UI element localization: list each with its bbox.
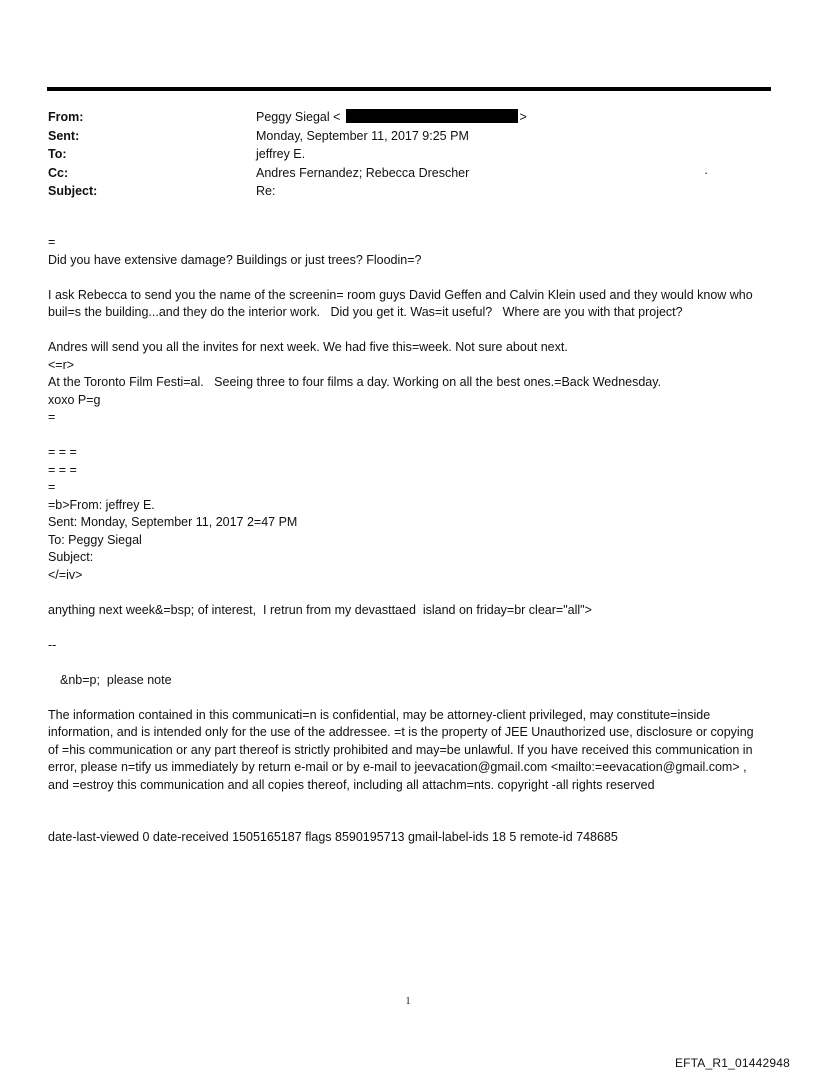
- to-value: jeffrey E.: [256, 147, 306, 161]
- sent-row: [48, 127, 748, 146]
- from-label: From:: [48, 110, 84, 124]
- cc-label: Cc:: [48, 165, 69, 180]
- body-line: =: [48, 410, 56, 424]
- disclaimer: The information contained in this communicati=n is confidential, may be attorney-client privileged, may constitute=inside information, and is intended only for the use of the addressee. =t is the property of JEE Unauthorized use, disclosure or copying of =his communication or any part thereof is strictly prohibited and may=be unlawful. If you have received this communication in error, please n=tify us immediately by return e-mail or by e-mail to jeevacation@gmail.com <mailto:=eevacation@gmail.com> , and =estroy this communication and all copies thereof, including all attachm=nts. copyright -all rights reserved: [48, 707, 758, 792]
- from-row: [48, 108, 748, 127]
- body-paragraph: I ask Rebecca to send you the name of the screenin= room guys David Geffen and Calvin Klein used and they would know who buil=s the building...and they do the interior work. Did you get it. Was=it useful? Where are you with that project?: [48, 287, 757, 319]
- bates-number: EFTA_R1_01442948: [674, 1056, 790, 1070]
- from-name: Peggy Siegal: [256, 110, 330, 124]
- to-label: To:: [48, 147, 67, 161]
- body-line: <=r>: [48, 357, 75, 372]
- cc-value: Andres Fernandez; Rebecca Drescher: [256, 165, 470, 180]
- sent-value: Monday, September 11, 2017 9:25 PM: [256, 128, 469, 143]
- quoted-to: To: Peggy Siegal: [48, 532, 142, 547]
- body-line: = = =: [48, 445, 77, 459]
- header-rule: [47, 87, 771, 91]
- from-value: [256, 108, 527, 127]
- body-line: xoxo P=g: [48, 392, 101, 407]
- cc-row: [48, 164, 748, 183]
- redaction-box: [346, 109, 518, 123]
- subject-value: Re:: [256, 184, 276, 198]
- from-close-bracket: >: [519, 110, 527, 124]
- email-body: [48, 234, 764, 847]
- to-row: [48, 145, 748, 164]
- cc-mark: ·: [704, 165, 709, 180]
- quoted-close-tag: </=iv>: [48, 567, 83, 582]
- page-number: 1: [405, 996, 411, 1007]
- signature-separator: --: [48, 637, 57, 652]
- body-line: At the Toronto Film Festi=al. Seeing three to four films a day. Working on all the best ones.=Back Wednesday.: [48, 375, 662, 389]
- body-line: = = =: [48, 462, 77, 477]
- body-paragraph: Andres will send you all the invites for next week. We had five this=week. Not sure about next.: [48, 340, 568, 354]
- email-header: [48, 108, 748, 201]
- body-line: =: [48, 480, 56, 494]
- quoted-sent: Sent: Monday, September 11, 2017 2=47 PM: [48, 515, 298, 529]
- body-line: =: [48, 235, 56, 249]
- quoted-message: anything next week&=bsp; of interest, I retrun from my devasttaed island on friday=br clear="all">: [48, 602, 592, 617]
- subject-label: Subject:: [48, 184, 98, 198]
- quoted-from: =b>From: jeffrey E.: [48, 497, 155, 512]
- signature-note: &nb=p; please note: [60, 672, 172, 687]
- sent-label: Sent:: [48, 128, 80, 143]
- metadata-line: date-last-viewed 0 date-received 1505165187 flags 8590195713 gmail-label-ids 18 5 remote-id 748685: [48, 830, 618, 844]
- body-line: Did you have extensive damage? Buildings or just trees? Floodin=?: [48, 252, 422, 267]
- subject-row: [48, 182, 748, 201]
- quoted-subject: Subject:: [48, 550, 94, 564]
- from-open-bracket: <: [333, 110, 341, 124]
